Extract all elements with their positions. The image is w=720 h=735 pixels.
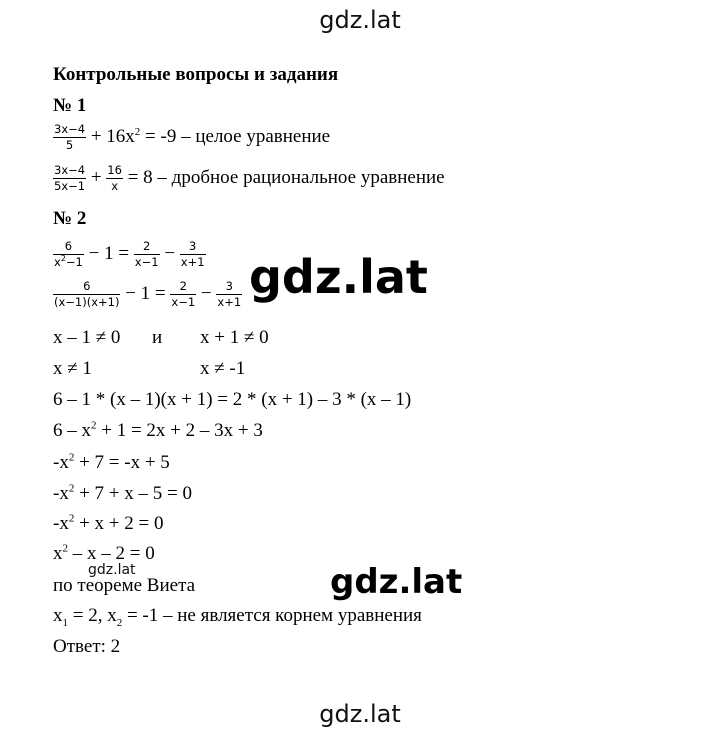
fraction: $\frac{2}{x-1}$ xyxy=(171,279,196,310)
task2-number: № 2 xyxy=(53,208,87,229)
task2-equation-factored: $\frac{6}{(x-1)(x+1)}$ − 1 = $\frac{2}{x-1}$ − $\frac{3}{x+1}$ xyxy=(54,279,242,310)
condition-and: и xyxy=(152,327,163,348)
fraction: $\frac{2}{x-1}$ xyxy=(134,239,159,270)
fraction: $\frac{3}{x+1}$ xyxy=(217,279,242,310)
fraction: $\frac{3x-4}{5}$ xyxy=(54,122,86,153)
fraction: $\frac{6}{(x-1)(x+1)}$ xyxy=(54,279,120,310)
watermark-top: gdz.lat xyxy=(319,6,401,34)
condition-2-left: x ≠ 1 xyxy=(53,358,92,379)
condition-1-left: x – 1 ≠ 0 xyxy=(53,327,121,348)
fraction: $\frac{6}{x^2-1}$ xyxy=(54,239,83,270)
task1-equation-2: $\frac{3x-4}{5x-1}$ + $\frac{16}{x}$ = 8 – дробное рациональное уравнение xyxy=(54,163,445,194)
condition-1-right: x + 1 ≠ 0 xyxy=(200,327,269,348)
section-title: Контрольные вопросы и задания xyxy=(53,64,339,85)
step-4: $-x^2 + 7 + x - 5 = 0$ xyxy=(53,482,192,504)
task1-equation-1: $\frac{3x-4}{5}$ + $16x^2 = -9$ – целое уравнение xyxy=(54,122,331,153)
watermark-small: gdz.lat xyxy=(88,562,136,578)
task2-equation-original: $\frac{6}{x^2-1}$ − 1 = $\frac{2}{x-1}$ − $\frac{3}{x+1}$ xyxy=(54,239,205,270)
roots-line: $x_1 = 2$, $x_2 = -1$ – не является корнем уравнения xyxy=(53,605,422,629)
watermark-lower: gdz.lat xyxy=(330,562,463,602)
step-5: $-x^2 + x + 2 = 0$ xyxy=(53,512,164,534)
step-1: 6 – 1 * (x – 1)(x + 1) = 2 * (x + 1) – 3 * (x – 1) xyxy=(53,389,412,410)
task1-number: № 1 xyxy=(53,95,87,116)
watermark-bottom: gdz.lat xyxy=(319,700,401,728)
fraction: $\frac{3}{x+1}$ xyxy=(180,239,205,270)
condition-2-right: x ≠ -1 xyxy=(200,358,246,379)
fraction: $\frac{16}{x}$ xyxy=(107,163,122,194)
vieta-text: по теореме Виета xyxy=(53,575,196,596)
step-3: $-x^2 + 7 = -x + 5$ xyxy=(53,451,170,473)
answer: Ответ: 2 xyxy=(53,636,121,657)
step-6: $x^2 - x - 2 = 0$ xyxy=(53,542,155,564)
step-2: $6 - x^2 + 1 = 2x + 2 - 3x + 3$ xyxy=(53,419,263,441)
fraction: $\frac{3x-4}{5x-1}$ xyxy=(54,163,86,194)
watermark-center: gdz.lat xyxy=(249,250,428,304)
